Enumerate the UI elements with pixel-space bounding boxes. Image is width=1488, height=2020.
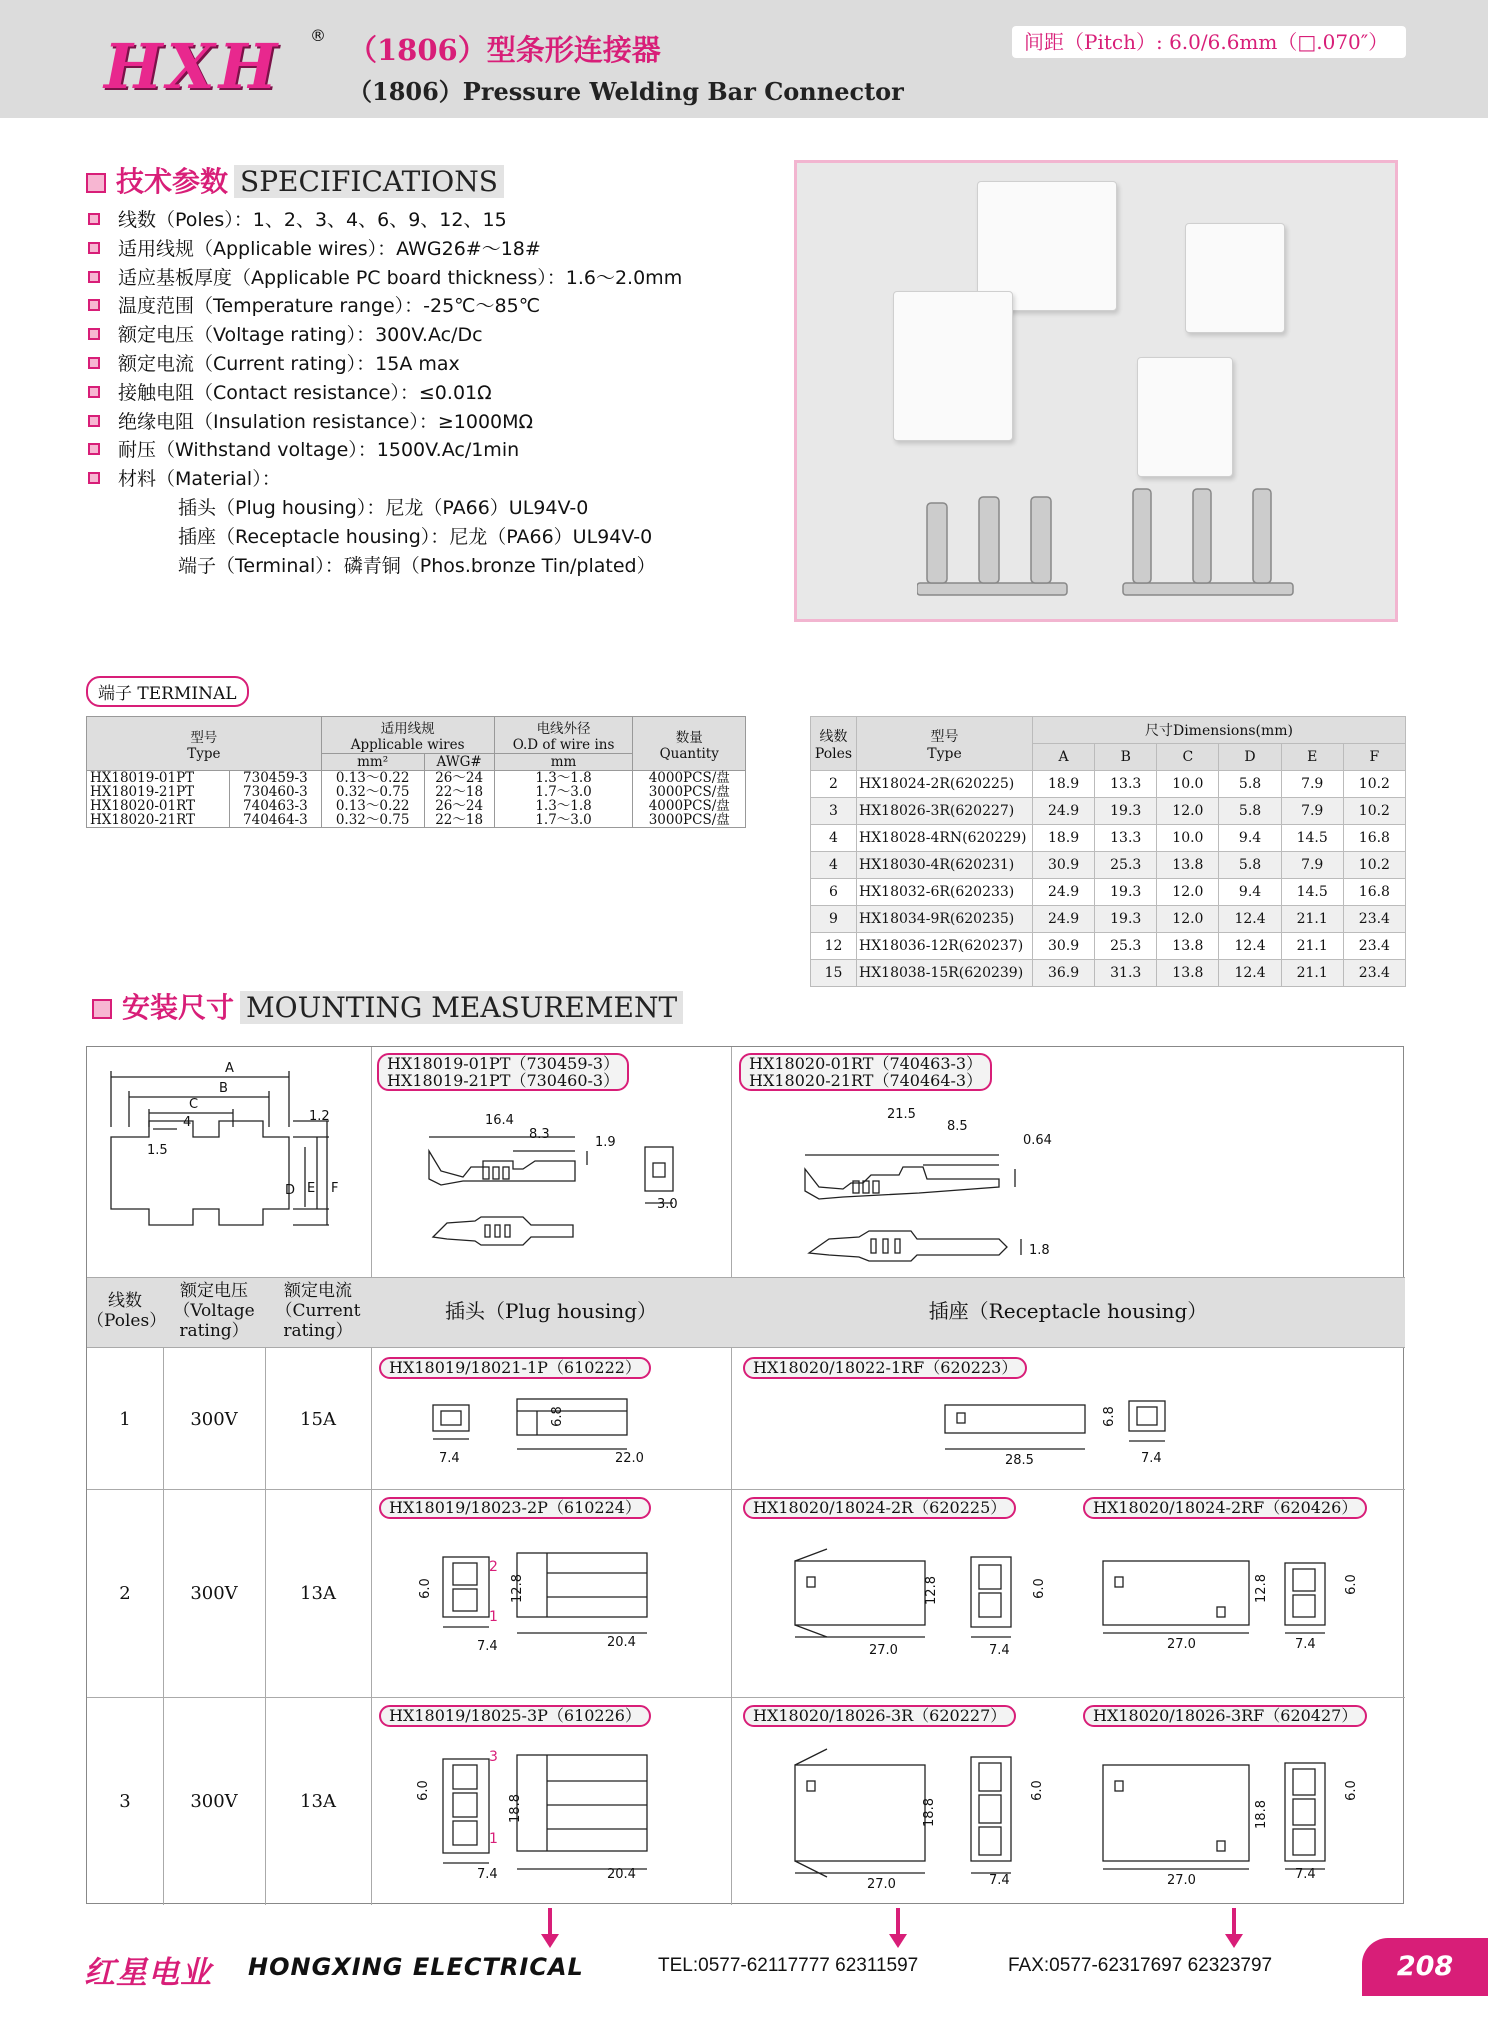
terminal-row [87,799,746,813]
dimension-cell: HX18024-2R(620225) [857,771,1033,798]
dimension-cell: 9.4 [1219,879,1281,906]
dimension-cell: 2 [811,771,857,798]
col-current-en: rating） [283,1321,353,1341]
terminal-cell: 0.13～0.22 [321,799,424,813]
dim-column-header: C [1157,744,1219,771]
pin-number: 1 [489,1609,498,1625]
dim-label: 3.0 [657,1197,678,1212]
dimension-cell: 5.8 [1219,771,1281,798]
dimension-cell: 31.3 [1095,960,1157,987]
terminal-label: 端子 TERMINAL [86,676,249,707]
dimension-cell: 7.9 [1281,798,1343,825]
pin-number: 1 [489,1831,498,1847]
dim-label: 6.0 [1343,1574,1359,1595]
bullet-icon [88,357,100,369]
dimension-cell: 6 [811,879,857,906]
page-header [0,0,1488,118]
outline-drawing [93,1057,363,1267]
plug-2p-image [1137,357,1233,477]
dimension-cell: 15 [811,960,857,987]
terminal-cell: 730460-3 [230,785,322,799]
row-current: 15A [300,1409,336,1430]
dimension-cell: 25.3 [1095,933,1157,960]
dim-label: A [225,1061,234,1076]
dimension-cell: 13.8 [1157,933,1219,960]
receptacle-3r-drawing [787,1741,1047,1891]
arrow-down-icon [548,1908,552,1936]
spec-item [88,264,682,293]
tag-line: HX18019-21PT（730460-3） [387,1071,620,1090]
dimension-row [811,825,1406,852]
material-item: 插座（Receptacle housing）：尼龙（PA66）UL94V-0 [178,525,653,548]
dimension-cell: 21.1 [1281,933,1343,960]
terminal-cell: 3000PCS/盘 [633,813,746,828]
bullet-icon [88,242,100,254]
grid-divider [87,1347,1405,1348]
spec-text: 接触电阻（Contact resistance）：≤0.01Ω [118,381,492,404]
receptacle-terminal-drawing [799,1103,1229,1283]
receptacle-1p-drawing [937,1393,1257,1473]
dimension-cell: 9.4 [1219,825,1281,852]
dim-label: 27.0 [1167,1873,1196,1888]
terminal-cell: HX18019-21PT [87,785,230,799]
dim-label: 1.8 [1029,1243,1050,1258]
row-voltage: 300V [190,1409,238,1430]
terminal-cell: 1.7～3.0 [494,813,633,828]
spec-text: 线数（Poles）：1、2、3、4、6、9、12、15 [118,209,507,231]
dimension-cell: 24.9 [1033,798,1095,825]
dimension-cell: 21.1 [1281,906,1343,933]
col-type-cn: 型号 [930,728,959,745]
dimension-cell: HX18030-4R(620231) [857,852,1033,879]
row-current: 13A [300,1791,336,1812]
row-voltage: 300V [190,1791,238,1812]
dim-label: 28.5 [1005,1453,1034,1468]
plug-terminal-drawing [423,1107,723,1267]
spec-text: 绝缘电阻（Insulation resistance）：≥1000MΩ [118,410,534,433]
dim-label: 12.8 [1253,1574,1269,1603]
dimension-cell: 23.4 [1343,906,1405,933]
dim-label: 6.0 [417,1578,433,1599]
terminal-row [87,813,746,828]
dimension-cell: 18.9 [1033,825,1095,852]
row-poles: 1 [119,1409,131,1430]
company-name-en: HONGXING ELECTRICAL [248,1953,584,1981]
col-od [494,717,633,754]
terminal-cell: 730459-3 [230,771,322,786]
dim-label: 18.8 [1253,1800,1269,1829]
dim-label: B [219,1081,228,1096]
dim-label: 6.0 [1031,1578,1047,1599]
dimension-cell: 23.4 [1343,933,1405,960]
receptacle-2r-drawing [787,1537,1047,1657]
dim-label: 20.4 [607,1635,636,1650]
col-poles-cn: 线数 [819,728,848,745]
dim-label: 0.64 [1023,1133,1052,1148]
mounting-heading [92,986,683,1026]
col-voltage-en: rating） [179,1321,249,1341]
dim-label: 4 [183,1115,192,1130]
bullet-icon [88,328,100,340]
dim-label: 27.0 [867,1877,896,1892]
plug-part-tag: HX18019/18025-3P（610226） [379,1705,651,1727]
col-type-cn: 型号 [190,729,218,746]
terminal-cell: 740463-3 [230,799,322,813]
pitch-badge: 间距（Pitch）: 6.0/6.6mm（□.070″） [1012,26,1406,58]
dimension-row [811,852,1406,879]
spec-item [88,408,682,437]
plug-part-tag: HX18019/18023-2P（610224） [379,1497,651,1519]
spec-text: 材料（Material）： [118,468,281,491]
terminals-image [917,483,1297,603]
receptacle-3rf-drawing [1097,1741,1357,1891]
specs-heading-cn: 技术参数 [116,165,229,198]
receptacle-part-tag: HX18020/18026-3RF（620427） [1083,1705,1367,1727]
terminal-cell: 0.32～0.75 [321,813,424,828]
col-od-en: O.D of wire ins [512,737,615,753]
bullet-icon [88,386,100,398]
terminal-cell: 1.7～3.0 [494,785,633,799]
dimension-cell: 13.3 [1095,825,1157,852]
terminal-cell: 3000PCS/盘 [633,785,746,799]
bullet-icon [88,271,100,283]
spec-text: 耐压（Withstand voltage）：1500V.Ac/1min [118,439,520,462]
spec-text: 温度范围（Temperature range）：-25℃～85℃ [118,295,541,318]
grid-divider [87,1697,1405,1698]
dim-label: 27.0 [1167,1637,1196,1652]
dim-label: 7.4 [477,1867,498,1882]
dimension-cell: 19.3 [1095,906,1157,933]
dim-label: 18.8 [921,1798,937,1827]
dimension-cell: 16.8 [1343,879,1405,906]
terminal-row [87,785,746,799]
spec-item [88,235,682,264]
dimension-cell: 5.8 [1219,852,1281,879]
spec-item [88,379,682,408]
dimension-cell: 24.9 [1033,879,1095,906]
tag-line: HX18019-01PT（730459-3） [387,1054,620,1073]
col-poles-en: Poles [814,745,853,762]
dimension-row [811,771,1406,798]
dimension-cell: 30.9 [1033,933,1095,960]
dimension-cell: 16.8 [1343,825,1405,852]
dim-label: 6.0 [415,1780,431,1801]
material-item: 插头（Plug housing）：尼龙（PA66）UL94V-0 [178,496,589,519]
dimension-cell: 21.1 [1281,960,1343,987]
col-receptacle-housing: 插座（Receptacle housing） [928,1299,1208,1323]
arrow-down-icon [896,1908,900,1936]
dimension-cell: 12.4 [1219,960,1281,987]
bullet-icon [88,213,100,225]
dim-label: 7.4 [1295,1867,1316,1882]
dimension-cell: 4 [811,825,857,852]
dim-label: F [331,1181,339,1196]
dimension-cell: 25.3 [1095,852,1157,879]
specs-heading [86,160,504,200]
terminal-cell: 26～24 [424,771,494,786]
spec-text: 额定电压（Voltage rating）：300V.Ac/Dc [118,324,483,347]
col-mm: mm² [321,754,424,771]
dimension-cell: 13.3 [1095,771,1157,798]
receptacle-2p-image [1185,223,1285,333]
dimension-row [811,798,1406,825]
col-wires-en: Applicable wires [350,737,465,753]
dimension-cell: HX18032-6R(620233) [857,879,1033,906]
terminal-cell: 0.32～0.75 [321,785,424,799]
pin-number: 2 [489,1559,498,1575]
dim-label: 6.8 [1101,1406,1117,1427]
dimension-cell: 12.0 [1157,906,1219,933]
square-bullet-icon [86,173,106,193]
terminal-cell: HX18019-01PT [87,771,230,786]
dim-column-header: D [1219,744,1281,771]
dimension-row [811,879,1406,906]
spec-text: 额定电流（Current rating）：15A max [118,352,460,375]
terminal-cell: 1.3～1.8 [494,799,633,813]
dimension-cell: 10.0 [1157,771,1219,798]
col-dimensions: 尺寸Dimensions(mm) [1033,717,1406,744]
specs-heading-en: SPECIFICATIONS [234,165,504,198]
dimension-cell: 7.9 [1281,852,1343,879]
arrow-down-icon [1232,1908,1236,1936]
col-qty [633,717,746,771]
dim-label: 7.4 [477,1639,498,1654]
col-awg: AWG# [424,754,494,771]
receptacle-part-tag: HX18020/18022-1RF（620223） [743,1357,1027,1379]
col-qty-en: Quantity [659,745,719,762]
mounting-heading-en: MOUNTING MEASUREMENT [240,991,683,1024]
col-plug-housing: 插头（Plug housing） [444,1299,658,1323]
spec-text: 适应基板厚度（Applicable PC board thickness）：1.6～2.0mm [118,266,683,289]
dimension-cell: HX18026-3R(620227) [857,798,1033,825]
dim-column-header: F [1343,744,1405,771]
dim-label: 20.4 [607,1867,636,1882]
dim-label: 12.8 [923,1576,939,1605]
dim-label: C [189,1097,199,1112]
dimension-cell: 23.4 [1343,960,1405,987]
dim-column-header: A [1033,744,1095,771]
tag-line: HX18020-01RT（740463-3） [749,1054,983,1073]
row-poles: 2 [119,1583,131,1604]
dim-label: 27.0 [869,1643,898,1658]
dimension-cell: 3 [811,798,857,825]
dimension-cell: 24.9 [1033,906,1095,933]
terminal-row [87,771,746,786]
dimension-cell: 12.4 [1219,933,1281,960]
col-type [857,717,1033,771]
spec-item [88,206,682,235]
receptacle-2rf-drawing [1097,1537,1357,1657]
material-item: 端子（Terminal）：磷青铜（Phos.bronze Tin/plated） [178,554,656,577]
col-poles-en: （Poles） [87,1311,167,1331]
dim-column-header: B [1095,744,1157,771]
dimension-cell: 10.0 [1157,825,1219,852]
col-wires-cn: 适用线规 [380,721,435,737]
plug-terminal-tag [377,1053,629,1091]
dim-label: 7.4 [439,1451,460,1466]
dim-label: 7.4 [1141,1451,1162,1466]
col-od-cn: 电线外径 [536,721,591,737]
dim-label: 21.5 [887,1107,916,1122]
dimension-row [811,933,1406,960]
registered-mark: ® [310,26,326,45]
spec-item [88,321,682,350]
dimension-cell: 10.2 [1343,852,1405,879]
spec-item [88,436,682,465]
dimension-cell: HX18038-15R(620239) [857,960,1033,987]
row-current: 13A [300,1583,336,1604]
col-type-en: Type [187,745,221,762]
dimension-cell: HX18036-12R(620237) [857,933,1033,960]
pin-number: 3 [489,1749,498,1765]
dimension-cell: 14.5 [1281,879,1343,906]
company-name-cn: 红星电业 [84,1955,212,1991]
spec-text: 适用线规（Applicable wires）：AWG26#～18# [118,237,541,260]
dim-label: 6.0 [1343,1780,1359,1801]
telephone: TEL:0577-62117777 62311597 [658,1955,919,1976]
terminal-cell: HX18020-01RT [87,799,230,813]
terminal-cell: HX18020-21RT [87,813,230,828]
col-wires [321,717,494,754]
dim-label: 1.2 [309,1109,330,1124]
dimension-cell: 12.0 [1157,798,1219,825]
bullet-icon [88,472,100,484]
col-type [87,717,322,771]
dim-label: 7.4 [1295,1637,1316,1652]
col-type-en: Type [927,745,962,762]
mounting-grid [86,1046,1404,1904]
dim-label: 12.8 [509,1574,525,1603]
terminal-cell: 0.13～0.22 [321,771,424,786]
title-english: （1806）Pressure Welding Bar Connector [348,77,904,106]
col-poles [87,1291,167,1331]
col-poles-cn: 线数 [108,1291,142,1311]
receptacle-terminal-tag [739,1053,992,1091]
square-bullet-icon [92,999,112,1019]
mounting-heading-cn: 安装尺寸 [122,991,235,1024]
grid-divider [87,1489,1405,1490]
terminal-cell: 26～24 [424,799,494,813]
terminal-cell: 22～18 [424,813,494,828]
col-current-en: （Current [275,1301,361,1321]
grid-divider [731,1047,732,1905]
dim-column-header: E [1281,744,1343,771]
dimension-cell: HX18028-4RN(620229) [857,825,1033,852]
brand-logo: HXH [104,30,282,103]
dim-label: 6.8 [549,1406,565,1427]
dimension-cell: 4 [811,852,857,879]
tag-line: HX18020-21RT（740464-3） [749,1071,983,1090]
col-voltage-en: （Voltage [173,1301,255,1321]
dim-label: E [307,1181,316,1196]
bullet-icon [88,443,100,455]
dimension-row [811,960,1406,987]
dimension-cell: 5.8 [1219,798,1281,825]
dimension-cell: 19.3 [1095,879,1157,906]
col-current [265,1281,371,1341]
receptacle-part-tag: HX18020/18026-3R（620227） [743,1705,1016,1727]
terminal-cell: 4000PCS/盘 [633,799,746,813]
plug-6p-image [893,291,1013,441]
dimension-cell: HX18034-9R(620235) [857,906,1033,933]
dim-label: 1.9 [595,1135,616,1150]
receptacle-part-tag: HX18020/18024-2RF（620426） [1083,1497,1367,1519]
dim-label: 6.0 [1029,1780,1045,1801]
page-number: 208 [1362,1938,1488,1996]
receptacle-part-tag: HX18020/18024-2R（620225） [743,1497,1016,1519]
dimensions-table [810,716,1406,987]
dim-label: 16.4 [485,1113,514,1128]
plug-2p-drawing [427,1537,687,1657]
terminal-table [86,716,746,828]
dim-label: 22.0 [615,1451,644,1466]
dimension-cell: 12 [811,933,857,960]
dim-label: 1.5 [147,1143,168,1158]
dimension-cell: 12.0 [1157,879,1219,906]
title-chinese: （1806）型条形连接器 [348,33,661,67]
dim-label: D [285,1183,296,1198]
bullet-icon [88,299,100,311]
dimension-cell: 10.2 [1343,798,1405,825]
dimension-row [811,906,1406,933]
dim-label: 8.5 [947,1119,968,1134]
plug-part-tag: HX18019/18021-1P（610222） [379,1357,651,1379]
col-poles [811,717,857,771]
grid-divider [371,1047,372,1905]
dim-label: 7.4 [989,1873,1010,1888]
spec-item [88,350,682,379]
dimension-cell: 30.9 [1033,852,1095,879]
row-poles: 3 [119,1791,131,1812]
col-current-cn: 额定电流 [284,1281,352,1301]
dimension-cell: 36.9 [1033,960,1095,987]
col-qty-cn: 数量 [675,729,703,746]
col-voltage [163,1281,265,1341]
col-od-unit: mm [494,754,633,771]
spec-list [88,206,682,580]
dimension-cell: 7.9 [1281,771,1343,798]
bullet-icon [88,415,100,427]
dimension-cell: 9 [811,906,857,933]
dim-label: 18.8 [507,1794,523,1823]
spec-item [88,465,682,494]
terminal-cell: 740464-3 [230,813,322,828]
dimension-cell: 13.8 [1157,960,1219,987]
dimension-cell: 12.4 [1219,906,1281,933]
terminal-cell: 22～18 [424,785,494,799]
dimension-cell: 14.5 [1281,825,1343,852]
spec-item [88,292,682,321]
dimension-cell: 10.2 [1343,771,1405,798]
terminal-cell: 1.3～1.8 [494,771,633,786]
dimension-cell: 19.3 [1095,798,1157,825]
terminal-cell: 4000PCS/盘 [633,771,746,786]
dimension-cell: 13.8 [1157,852,1219,879]
dim-label: 7.4 [989,1643,1010,1658]
plug-3p-drawing [427,1741,687,1891]
col-voltage-cn: 额定电压 [180,1281,248,1301]
row-voltage: 300V [190,1583,238,1604]
product-photo [794,160,1398,622]
fax: FAX:0577-62317697 62323797 [1008,1955,1273,1976]
dim-label: 8.3 [529,1127,550,1142]
dimension-cell: 18.9 [1033,771,1095,798]
